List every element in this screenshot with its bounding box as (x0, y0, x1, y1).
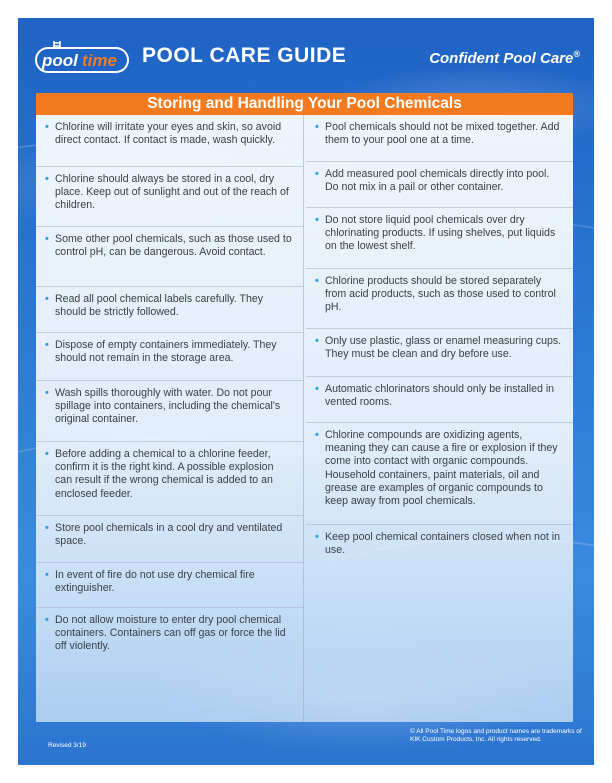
list-item (306, 377, 573, 423)
list-item (306, 208, 573, 269)
bullet-icon: • (315, 121, 319, 133)
bullet-icon: • (315, 531, 319, 543)
section-header-bar (36, 93, 573, 115)
bullet-icon: • (315, 168, 319, 180)
list-item (36, 227, 303, 287)
list-item-text: Chlorine should always be stored in a cool, dry place. Keep out of sunlight and out of the reach of children. (55, 173, 289, 212)
list-item (36, 381, 303, 442)
bullet-icon: • (45, 233, 49, 245)
list-item-text: Chlorine products should be stored separately from acid products, such as those used to control pH. (325, 275, 556, 314)
bullet-icon: • (45, 522, 49, 534)
bullet-icon: • (45, 293, 49, 305)
left-column (36, 115, 303, 678)
section-title: Storing and Handling Your Pool Chemicals (147, 95, 462, 112)
bullet-icon: • (45, 387, 49, 399)
list-item (36, 563, 303, 608)
content-panel (36, 93, 573, 722)
bullet-icon: • (45, 569, 49, 581)
right-column (306, 115, 573, 570)
list-item (306, 115, 573, 162)
tagline (429, 49, 580, 67)
registered-mark: ® (573, 49, 580, 59)
bullet-icon: • (45, 339, 49, 351)
list-item (306, 329, 573, 377)
svg-text:pool: pool (42, 51, 78, 70)
list-item (36, 287, 303, 333)
list-item-text: Dispose of empty containers immediately. They should not remain in the storage area. (55, 339, 277, 365)
bullet-icon: • (45, 614, 49, 626)
list-item-text: Do not store liquid pool chemicals over dry chlorinating products. If using shelves, put liquids on the lowest shelf. (325, 214, 556, 253)
tagline-text: Confident Pool Care (429, 50, 574, 67)
list-item (36, 167, 303, 227)
bullet-icon: • (315, 214, 319, 226)
list-item-text: Keep pool chemical containers closed when not in use. (325, 531, 560, 557)
guide-title: POOL CARE GUIDE (142, 44, 347, 67)
list-item-text: Automatic chlorinators should only be installed in vented rooms. (325, 383, 555, 409)
list-item-text: Chlorine compounds are oxidizing agents, meaning they can cause a fire or explosion if they come into contact with organic compounds. Household containers, paint materials, oil and grease are examples of organic compounds to keep away from pool chemicals. (325, 429, 558, 508)
list-item (306, 269, 573, 329)
list-item (36, 333, 303, 381)
list-item-text: Chlorine will irritate your eyes and skin, so avoid direct contact. If contact is made, wash quickly. (55, 121, 282, 147)
list-item-text: Some other pool chemicals, such as those used to control pH, can be dangerous. Avoid contact. (55, 233, 292, 259)
list-item (36, 442, 303, 516)
bullet-icon: • (315, 429, 319, 441)
list-item-text: Read all pool chemical labels carefully. They should be strictly followed. (55, 293, 264, 319)
list-item (36, 608, 303, 678)
svg-text:time: time (82, 51, 117, 70)
list-item (36, 516, 303, 563)
bullet-icon: • (315, 335, 319, 347)
column-divider (303, 115, 304, 722)
list-item (36, 115, 303, 167)
list-item-text: In event of fire do not use dry chemical fire extinguisher. (55, 569, 255, 595)
list-item-text: Do not allow moisture to enter dry pool chemical containers. Containers can off gas or force the lid off violently. (55, 614, 286, 653)
list-item-text: Pool chemicals should not be mixed together. Add them to your pool one at a time. (325, 121, 560, 147)
bullet-icon: • (45, 448, 49, 460)
bullet-icon: • (45, 121, 49, 133)
revision-date: Revised 3/19 (48, 742, 86, 749)
list-item-text: Store pool chemicals in a cool dry and ventilated space. (55, 522, 283, 548)
bullet-icon: • (315, 275, 319, 287)
list-item-text: Add measured pool chemicals directly into pool. Do not mix in a pail or other container. (325, 168, 550, 194)
list-item-text: Wash spills thoroughly with water. Do not pour spillage into containers, including the chemical's original container. (55, 387, 281, 426)
list-item-text: Before adding a chemical to a chlorine feeder, confirm it is the right kind. A possible explosion can result if the wrong chemical is added to an enclosed feeder. (55, 448, 274, 500)
list-item (306, 423, 573, 525)
pool-time-logo (34, 38, 130, 78)
bullet-icon: • (45, 173, 49, 185)
header (18, 18, 594, 96)
list-item (306, 525, 573, 570)
copyright-notice: © All Pool Time logos and product names are trademarks of KIK Custom Products, Inc. All rights reserved. (410, 728, 582, 744)
bullet-icon: • (315, 383, 319, 395)
list-item (306, 162, 573, 208)
pool-care-guide-sheet (18, 18, 594, 765)
list-item-text: Only use plastic, glass or enamel measuring cups. They must be clean and dry before use. (325, 335, 562, 361)
